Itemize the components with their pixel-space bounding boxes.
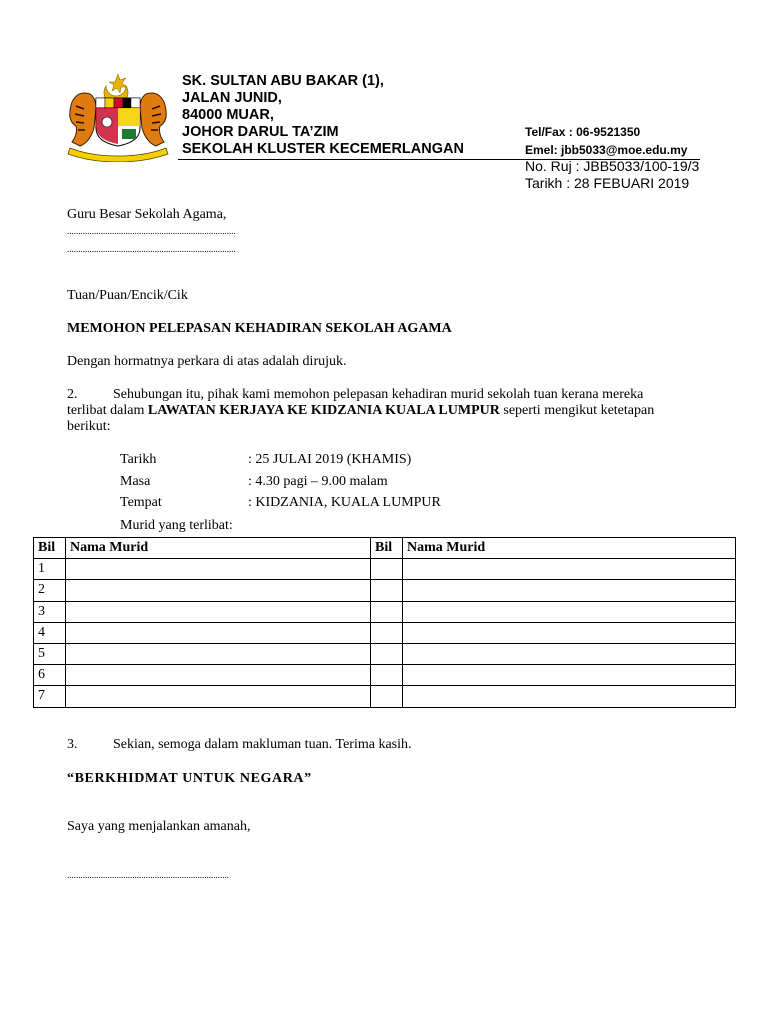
table-row	[34, 580, 736, 601]
salutation: Tuan/Puan/Encik/Cik	[67, 288, 188, 303]
detail-value-time: : 4.30 pagi – 9.00 malam	[248, 474, 388, 489]
detail-value-date: : 25 JULAI 2019 (KHAMIS)	[248, 452, 412, 467]
coat-of-arms-icon	[62, 72, 174, 162]
row-number: 7	[34, 686, 66, 707]
student-name-cell-2	[403, 601, 736, 622]
paragraph-2-line-2-post: seperti mengikut ketetapan	[499, 403, 655, 418]
signature-line: ........................................................................	[67, 870, 229, 880]
row-number-2	[371, 643, 403, 664]
row-number: 1	[34, 559, 66, 580]
table-row	[34, 643, 736, 664]
event-name: LAWATAN KERJAYA KE KIDZANIA KUALA LUMPUR	[147, 403, 500, 418]
school-name: SK. SULTAN ABU BAKAR (1),	[182, 73, 384, 89]
email: Emel: jbb5033@moe.edu.my	[525, 143, 688, 157]
detail-value-place: : KIDZANIA, KUALA LUMPUR	[248, 495, 441, 510]
student-name-cell-2	[403, 622, 736, 643]
row-number-2	[371, 686, 403, 707]
student-name-cell-2	[403, 580, 736, 601]
student-name-cell-2	[403, 559, 736, 580]
paragraph-3: Sekian, semoga dalam makluman tuan. Terima kasih.	[113, 737, 412, 752]
table-row	[34, 686, 736, 707]
table-header-row	[34, 538, 736, 559]
student-name-cell	[66, 601, 371, 622]
student-name-cell-2	[403, 665, 736, 686]
address-line-3: JOHOR DARUL TA’ZIM	[182, 124, 339, 140]
col-header-bil: Bil	[34, 538, 66, 559]
row-number: 2	[34, 580, 66, 601]
letter-date: Tarikh : 28 FEBUARI 2019	[525, 175, 690, 191]
row-number-2	[371, 559, 403, 580]
address-line-1: JALAN JUNID,	[182, 90, 282, 106]
paragraph-3-number: 3.	[67, 737, 78, 752]
recipient-dots-2: ...........................................................................	[67, 244, 236, 254]
student-name-cell	[66, 559, 371, 580]
paragraph-2-line-2-pre: terlibat dalam	[67, 403, 148, 418]
row-number: 4	[34, 622, 66, 643]
student-name-cell	[66, 665, 371, 686]
reference-number: No. Ruj : JBB5033/100-19/3	[525, 158, 700, 174]
table-row	[34, 559, 736, 580]
row-number-2	[371, 622, 403, 643]
student-name-cell	[66, 580, 371, 601]
tel-fax: Tel/Fax : 06-9521350	[525, 125, 641, 139]
paragraph-2-number: 2.	[67, 387, 78, 402]
row-number-2	[371, 580, 403, 601]
student-name-cell	[66, 686, 371, 707]
paragraph-2-line-2	[67, 403, 654, 419]
detail-label-date: Tarikh	[120, 452, 157, 467]
row-number: 5	[34, 643, 66, 664]
closing-line: Saya yang menjalankan amanah,	[67, 819, 251, 834]
table-row	[34, 601, 736, 622]
col-header-nama-2: Nama Murid	[403, 538, 736, 559]
detail-label-place: Tempat	[120, 495, 162, 510]
letter-subject: MEMOHON PELEPASAN KEHADIRAN SEKOLAH AGAMA	[67, 321, 452, 336]
recipient-line: Guru Besar Sekolah Agama,	[67, 207, 227, 222]
student-name-cell-2	[403, 643, 736, 664]
table-row	[34, 622, 736, 643]
student-name-cell	[66, 643, 371, 664]
paragraph-2-line-1: Sehubungan itu, pihak kami memohon pelepasan kehadiran murid sekolah tuan kerana mereka	[113, 387, 644, 402]
row-number: 3	[34, 601, 66, 622]
row-number-2	[371, 665, 403, 686]
student-name-cell-2	[403, 686, 736, 707]
cluster-title: SEKOLAH KLUSTER KECEMERLANGAN	[182, 141, 464, 157]
address-line-2: 84000 MUAR,	[182, 107, 274, 123]
table-row	[34, 665, 736, 686]
students-table	[33, 537, 736, 708]
student-name-cell	[66, 622, 371, 643]
paragraph-2-line-3: berikut:	[67, 419, 111, 434]
motto: “BERKHIDMAT UNTUK NEGARA”	[67, 771, 312, 786]
col-header-nama: Nama Murid	[66, 538, 371, 559]
detail-label-time: Masa	[120, 474, 151, 489]
row-number-2	[371, 601, 403, 622]
row-number: 6	[34, 665, 66, 686]
recipient-dots-1: ...........................................................................	[67, 226, 236, 236]
students-label: Murid yang terlibat:	[120, 518, 233, 533]
col-header-bil-2: Bil	[371, 538, 403, 559]
paragraph-1: Dengan hormatnya perkara di atas adalah dirujuk.	[67, 354, 347, 369]
